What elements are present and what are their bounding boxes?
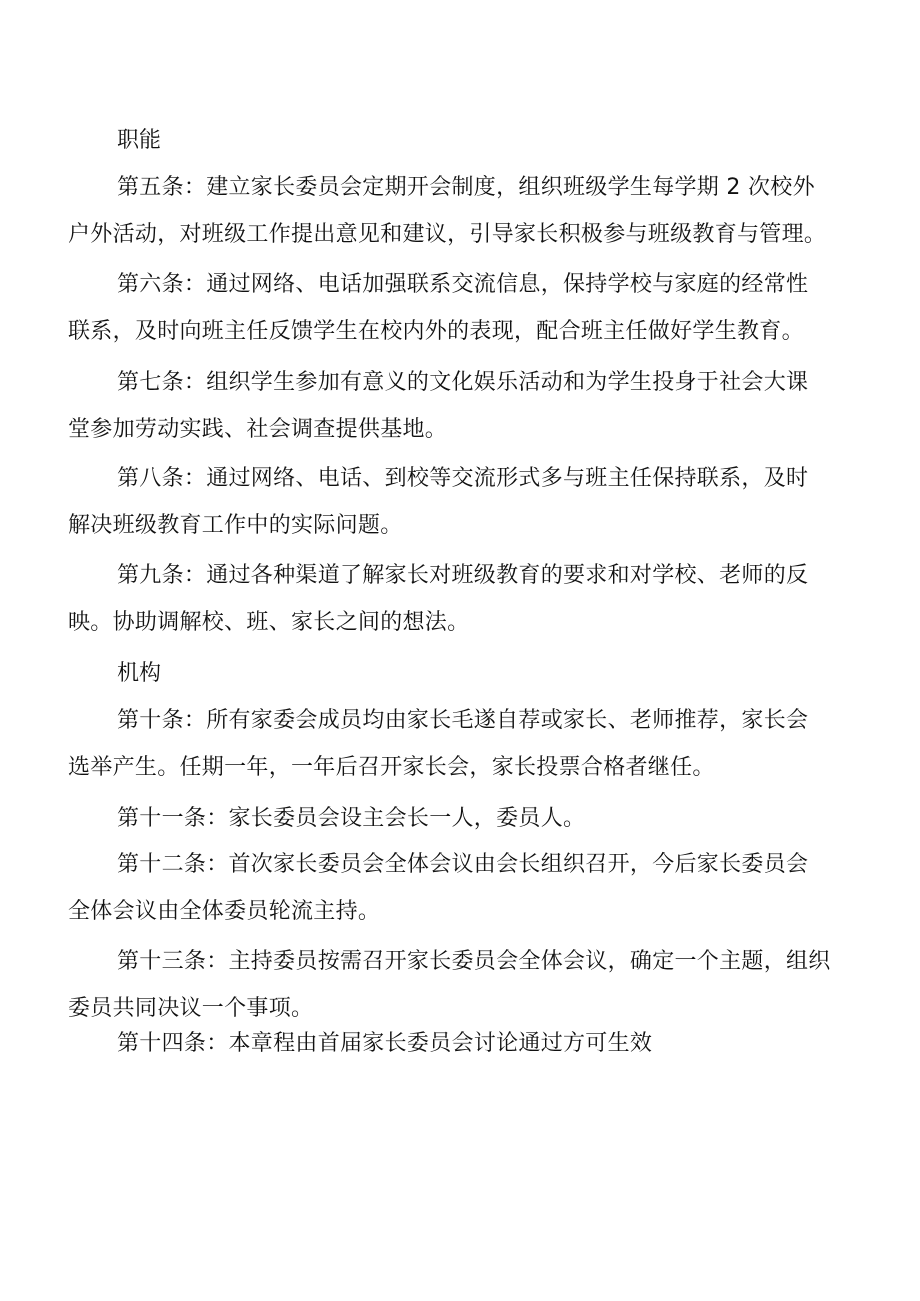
article-7-line-1: 第七条：组织学生参加有意义的文化娱乐活动和为学生投身于社会大课 [117,370,809,395]
article-9 [68,552,848,646]
article-7 [68,359,848,453]
article-10-line-2: 选举产生。任期一年，一年后召开家长会，家长投票合格者继任。 [68,755,715,780]
article-6-line-2: 联系，及时向班主任反馈学生在校内外的表现，配合班主任做好学生教育。 [68,319,804,344]
article-8 [68,455,848,549]
article-13-line-2: 委员共同决议一个事项。 [68,996,314,1021]
article-6-line-1: 第六条：通过网络、电话加强联系交流信息，保持学校与家庭的经常性 [117,272,809,297]
section-heading-duties: 职能 [117,128,162,153]
article-9-line-1: 第九条：通过各种渠道了解家长对班级教育的要求和对学校、老师的反 [117,563,809,588]
article-11 [68,795,848,842]
article-8-line-2: 解决班级教育工作中的实际问题。 [68,513,403,538]
article-11-line-1: 第十一条：家长委员会设主会长一人，委员人。 [117,806,586,831]
article-5 [68,164,848,258]
article-5-line-2: 户外活动，对班级工作提出意见和建议，引导家长积极参与班级教育与管理。 [68,222,827,247]
article-13 [68,938,848,1032]
article-12-line-1: 第十二条：首次家长委员会全体会议由会长组织召开，今后家长委员会 [117,852,809,877]
article-14 [68,1020,848,1067]
section-heading-organization: 机构 [117,661,162,686]
article-10 [68,697,848,791]
article-6 [68,261,848,355]
article-8-line-1: 第八条：通过网络、电话、到校等交流形式多与班主任保持联系，及时 [117,466,809,491]
article-14-line-1: 第十四条：本章程由首届家长委员会讨论通过方可生效 [117,1031,653,1056]
article-7-line-2: 堂参加劳动实践、社会调查提供基地。 [68,417,448,442]
article-5-line-1: 第五条：建立家长委员会定期开会制度，组织班级学生每学期 2 次校外 [117,175,815,200]
article-10-line-1: 第十条：所有家委会成员均由家长毛遂自荐或家长、老师推荐，家长会 [117,708,809,733]
article-13-line-1: 第十三条：主持委员按需召开家长委员会全体会议，确定一个主题，组织 [117,949,831,974]
article-12-line-2: 全体会议由全体委员轮流主持。 [68,899,381,924]
article-12 [68,841,848,935]
article-9-line-2: 映。协助调解校、班、家长之间的想法。 [68,610,470,635]
